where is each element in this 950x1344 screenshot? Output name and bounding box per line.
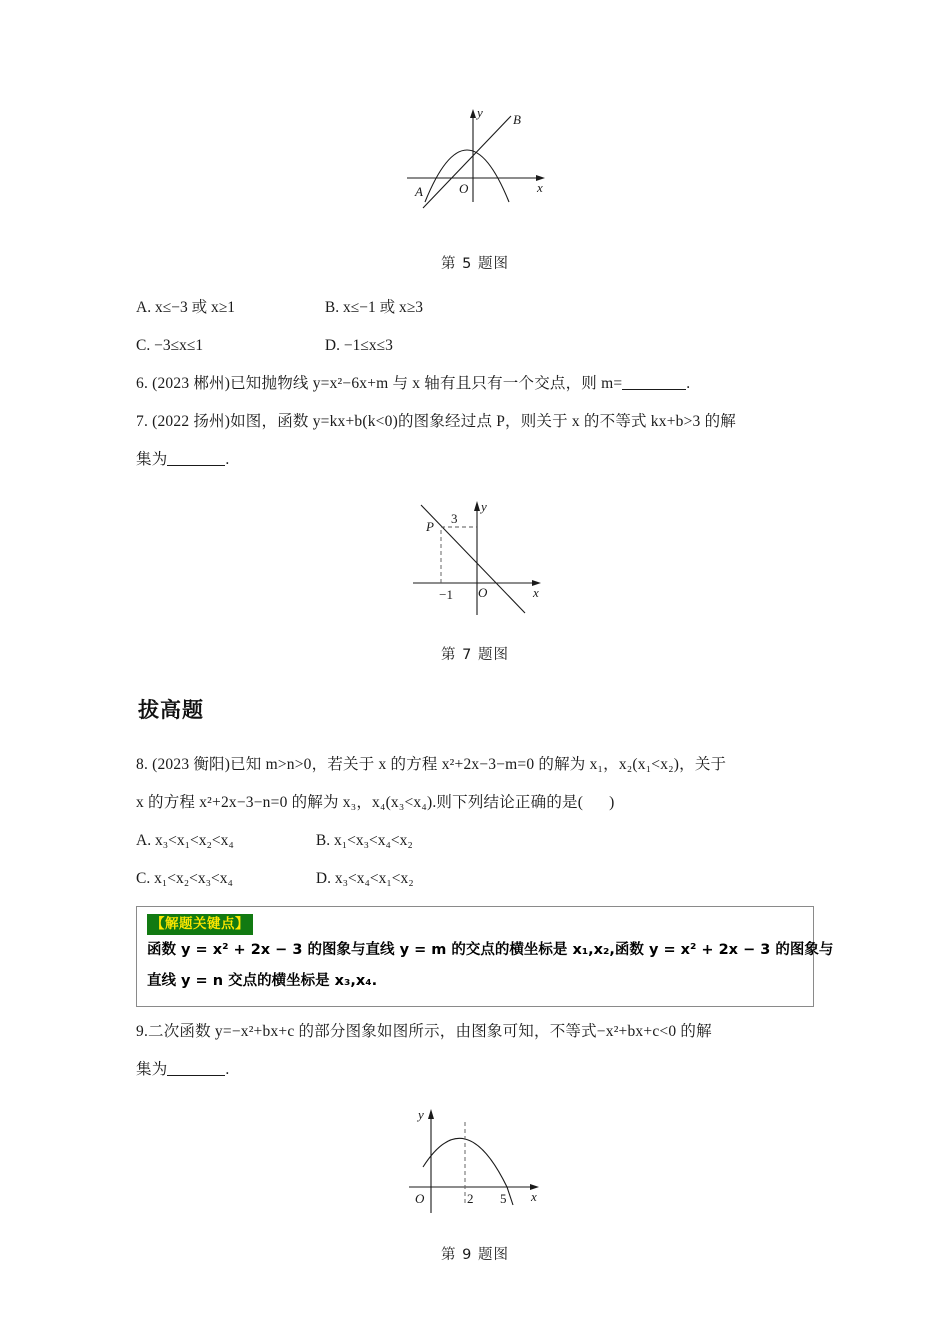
question-9-line-2 xyxy=(136,1051,814,1089)
section-heading-advanced: 拔高题 xyxy=(138,698,204,722)
q8-option-c-text: x₁<x₂<x₃<x₄ xyxy=(154,870,233,887)
q6-text-1: 已知抛物线 xyxy=(230,375,313,392)
figure-9-tick-2: 2 xyxy=(467,1191,474,1207)
figure-5-point-b: B xyxy=(513,112,521,127)
key-point-tag: 【解题关键点】 xyxy=(147,914,253,935)
figure-5 xyxy=(136,100,814,273)
figure-7-ylabel: y xyxy=(481,499,487,514)
key-point-box xyxy=(136,906,834,1007)
q7-answer-blank[interactable] xyxy=(167,450,225,466)
q5-option-row-2 xyxy=(136,327,814,365)
q7-source: (2022 扬州) xyxy=(152,413,231,430)
q8-option-row-1 xyxy=(136,822,814,860)
figure-5-caption: 第 5 题图 xyxy=(441,256,509,272)
figure-9-caption: 第 9 题图 xyxy=(441,1247,509,1264)
q9-text-2: 的部分图象如图所示，由图象可知，不等式−x²+bx+c<0 的解 xyxy=(294,1023,712,1041)
figure-9-tick-5: 5 xyxy=(500,1191,507,1207)
q8-text-1: 已知 m>n>0，若关于 x 的方程 x²+2x−3−m=0 的解为 x₁，x₂(x₁<x₂)，关于 xyxy=(230,756,727,773)
q8-text-2-end: ) xyxy=(609,794,615,811)
figure-9-graph xyxy=(385,1099,565,1219)
q7-text-2: 的图象经过点 P，则关于 x 的不等式 kx+b>3 的解 xyxy=(397,413,736,430)
q8-option-c[interactable] xyxy=(136,860,312,898)
figure-7-caption: 第 7 题图 xyxy=(441,647,509,663)
q8-option-b[interactable] xyxy=(316,832,413,849)
key-point-line-2: 直线 y = n 交点的横坐标是 x₃,x₄. xyxy=(147,973,378,990)
q7-equation: y=kx+b(k<0) xyxy=(312,413,398,430)
key-point-tag-row xyxy=(147,914,803,935)
figure-9-origin: O xyxy=(415,1191,425,1207)
q5-option-b-label: B. xyxy=(324,299,340,316)
q5-option-a[interactable] xyxy=(136,289,321,327)
figure-5-ylabel: y xyxy=(477,105,483,120)
figure-7-xlabel: x xyxy=(533,585,539,600)
question-7-line-1 xyxy=(136,403,814,441)
figure-9-xlabel: x xyxy=(531,1189,537,1205)
q8-option-b-text: x₁<x₃<x₄<x₂ xyxy=(333,832,413,849)
q5-option-b-text: x≤−1 或 x≥3 xyxy=(342,299,423,316)
question-8-line-2 xyxy=(136,784,814,822)
q5-option-d-label: D. xyxy=(324,337,340,354)
figure-5-point-a: A xyxy=(415,184,423,199)
q9-number: 9. xyxy=(136,1023,149,1041)
figure-5-origin: O xyxy=(459,181,469,196)
figure-7-y-value: 3 xyxy=(451,511,458,526)
key-point-line-1: 函数 y = x² + 2x − 3 的图象与直线 y = m 的交点的横坐标是 x₁,x₂,函数 y = x² + 2x − 3 的图象与 xyxy=(147,942,834,959)
figure-7-origin: O xyxy=(478,585,488,600)
question-8-line-1 xyxy=(136,746,814,784)
q5-option-row-1 xyxy=(136,289,814,327)
q6-number: 6. xyxy=(136,375,149,392)
figure-9-ylabel: y xyxy=(418,1107,424,1123)
q6-answer-blank[interactable] xyxy=(622,374,686,390)
q8-option-d-text: x₃<x₄<x₁<x₂ xyxy=(334,870,414,887)
figure-7-point-p: P xyxy=(426,519,434,534)
q8-option-row-2 xyxy=(136,860,814,898)
q5-option-c[interactable] xyxy=(136,327,321,365)
q5-option-d-text: −1≤x≤3 xyxy=(343,337,393,354)
q6-source: (2023 郴州) xyxy=(152,375,231,392)
q5-option-a-text: x≤−3 或 x≥1 xyxy=(154,299,235,316)
figure-7-x-value: −1 xyxy=(439,587,453,602)
q6-tail: . xyxy=(686,375,691,392)
q8-option-a[interactable] xyxy=(136,822,312,860)
question-7-line-2 xyxy=(136,441,814,479)
q6-equation: y=x²−6x+m xyxy=(312,375,389,392)
q9-tail: . xyxy=(225,1061,230,1079)
figure-5-graph xyxy=(385,100,565,210)
figure-9 xyxy=(136,1099,814,1264)
q7-line2-prefix: 集为 xyxy=(136,451,168,468)
q9-answer-blank[interactable] xyxy=(167,1060,225,1076)
q5-option-a-label: A. xyxy=(136,299,152,316)
q9-text-1: 二次函数 xyxy=(148,1023,215,1041)
figure-7 xyxy=(136,491,814,664)
page-content xyxy=(136,0,834,1264)
question-6 xyxy=(136,365,814,403)
q8-option-a-label: A. xyxy=(136,832,152,849)
figure-5-xlabel: x xyxy=(537,180,543,195)
q5-option-c-label: C. xyxy=(136,337,151,354)
question-9-line-1 xyxy=(136,1013,814,1051)
q7-number: 7. xyxy=(136,413,149,430)
q9-equation: y=−x²+bx+c xyxy=(214,1023,295,1041)
q8-option-d-label: D. xyxy=(315,870,331,887)
q6-text-2: 与 x 轴有且只有一个交点，则 m= xyxy=(388,375,623,392)
q8-option-c-label: C. xyxy=(136,870,151,887)
q8-source: (2023 衡阳) xyxy=(152,756,231,773)
q5-option-c-text: −3≤x≤1 xyxy=(154,337,204,354)
q8-number: 8. xyxy=(136,756,149,773)
q8-option-d[interactable] xyxy=(316,870,414,887)
q7-tail: . xyxy=(225,451,230,468)
figure-7-graph xyxy=(385,491,565,621)
q8-option-a-text: x₃<x₁<x₂<x₄ xyxy=(154,832,234,849)
q5-option-b[interactable] xyxy=(325,299,423,316)
q8-text-2: x 的方程 x²+2x−3−n=0 的解为 x₃，x₄(x₃<x₄).则下列结论正确的是( xyxy=(136,794,584,811)
q9-line2-prefix: 集为 xyxy=(136,1061,168,1079)
q5-option-d[interactable] xyxy=(325,337,393,354)
q7-text-1: 如图，函数 xyxy=(230,413,313,430)
q8-option-b-label: B. xyxy=(315,832,331,849)
